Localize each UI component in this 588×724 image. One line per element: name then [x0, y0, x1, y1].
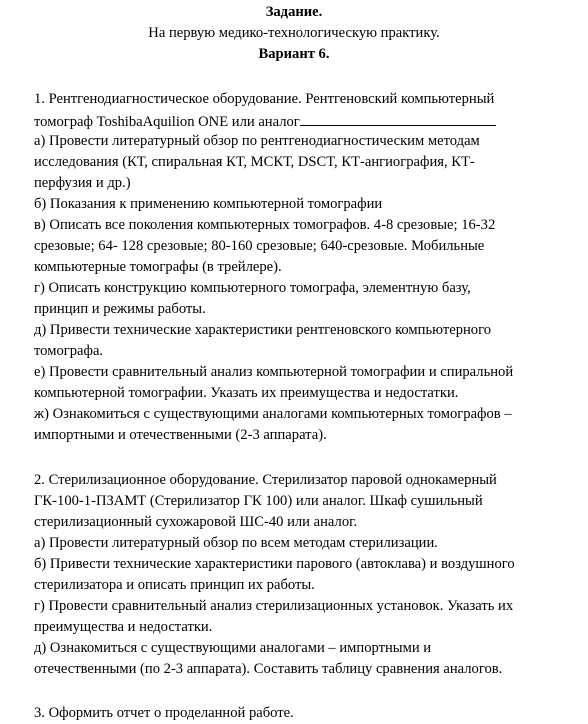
- section-1-line: срезовые; 64- 128 срезовые; 80-160 срезовые; 640-срезовые. Мобильные: [34, 238, 485, 254]
- section-1-line: [34, 110, 496, 133]
- section-1-line: г) Описать конструкцию компьютерного томографа, элементную базу,: [34, 280, 471, 296]
- section-1-line: импортными и отечественными (2-3 аппарата).: [34, 427, 327, 443]
- section-1-line-text: томограф ToshibaAquilion ONE или аналог: [34, 114, 300, 130]
- section-2-line: 2. Стерилизационное оборудование. Стерилизатор паровой однокамерный: [34, 472, 497, 488]
- section-2-line: д) Ознакомиться с существующими аналогами – импортными и: [34, 640, 432, 656]
- section-2-line: отечественными (по 2-3 аппарата). Составить таблицу сравнения аналогов.: [34, 661, 503, 677]
- section-1-line: а) Провести литературный обзор по рентгенодиагностическим методам: [34, 133, 480, 149]
- document-title: Задание.: [265, 4, 323, 20]
- section-1-line: е) Провести сравнительный анализ компьютерной томографии и спиральной: [34, 364, 514, 380]
- document-subtitle: На первую медико-технологическую практику.: [148, 25, 440, 41]
- section-1-line: в) Описать все поколения компьютерных томографов. 4-8 срезовые; 16-32: [34, 217, 496, 233]
- section-2-line: а) Провести литературный обзор по всем методам стерилизации.: [34, 535, 438, 551]
- section-1-line: исследования (КТ, спиральная КТ, МСКТ, DSCT, КТ-ангиография, КТ-: [34, 154, 475, 170]
- section-2-line: стерилизатора и описать принцип их работы.: [34, 577, 315, 593]
- section-1-line: компьютерные томографы (в трейлере).: [34, 259, 282, 275]
- section-1-line: принцип и режимы работы.: [34, 301, 206, 317]
- section-1-line: 1. Рентгенодиагностическое оборудование. Рентгеновский компьютерный: [34, 91, 495, 107]
- section-2-line: г) Провести сравнительный анализ стерилизационных установок. Указать их: [34, 598, 514, 614]
- section-2-line: преимущества и недостатки.: [34, 619, 213, 635]
- section-1-line: б) Показания к применению компьютерной томографии: [34, 196, 383, 212]
- section-1-line: перфузия и др.): [34, 175, 131, 191]
- section-2-line: б) Привести технические характеристики парового (автоклава) и воздушного: [34, 556, 515, 572]
- blank-underline: [300, 110, 496, 126]
- section-2-line: стерилизационный сухожаровой ШС-40 или аналог.: [34, 514, 358, 530]
- section-1-line: д) Привести технические характеристики рентгеновского компьютерного: [34, 322, 492, 338]
- section-3-line: 3. Оформить отчет о проделанной работе.: [34, 705, 294, 721]
- section-1-line: томографа.: [34, 343, 104, 359]
- section-1-line: компьютерной томографии. Указать их преимущества и недостатки.: [34, 385, 459, 401]
- section-1-line: ж) Ознакомиться с существующими аналогами компьютерных томографов –: [34, 406, 512, 422]
- variant-heading: Вариант 6.: [258, 46, 330, 62]
- section-2-line: ГК-100-1-ПЗАМТ (Стерилизатор ГК 100) или аналог. Шкаф сушильный: [34, 493, 483, 509]
